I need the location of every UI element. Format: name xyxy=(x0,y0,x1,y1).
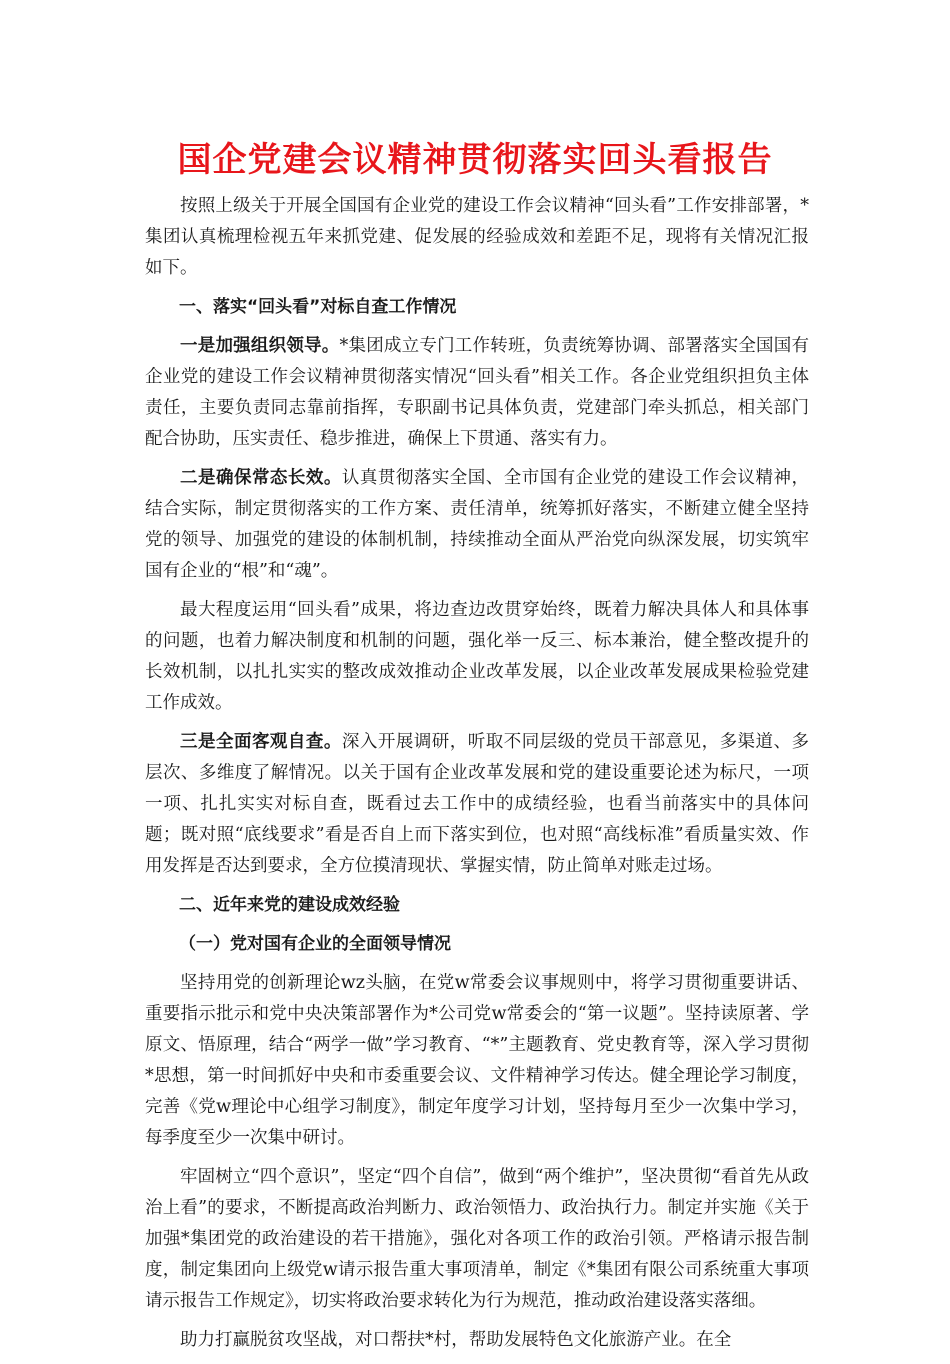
paragraph-long-term xyxy=(145,463,809,587)
subsection-heading-2-1: （一）党对国有企业的全面领导情况 xyxy=(179,934,451,954)
intro-paragraph: 按照上级关于开展全国国有企业党的建设工作会议精神“回头看”工作安排部署，*集团认真梳理检视五年来抓党建、促发展的经验成效和差距不足，现将有关情况汇报如下。 xyxy=(145,196,809,278)
paragraph-lead: 一是加强组织领导。 xyxy=(180,336,340,356)
paragraph-text: 认真贯彻落实全国、全市国有企业党的建设工作会议精神，结合实际，制定贯彻落实的工作方案、责任清单，统筹抓好落实，不断建立健全坚持党的领导、加强党的建设的体制机制，持续推动全面从严治党向纵深发展，切实筑牢国有企业的“根”和“魂”。 xyxy=(145,468,810,581)
paragraph-lead: 二是确保常态长效。 xyxy=(180,468,342,488)
paragraph-political-awareness: 牢固树立“四个意识”，坚定“四个自信”，做到“两个维护”，坚决贯彻“看首先从政治上看”的要求，不断提高政治判断力、政治领悟力、政治执行力。制定并实施《关于加强*集团党的政治建设的若干措施》，强化对各项工作的政治引领。严格请示报告制度，制定集团向上级党w请示报告重大事项清单，制定《*集团有限公司系统重大事项请示报告工作规定》，切实将政治要求转化为行为规范，推动政治建设落实落细。 xyxy=(145,1167,809,1311)
paragraph-lead: 三是全面客观自查。 xyxy=(180,732,342,752)
paragraph-poverty-alleviation: 助力打赢脱贫攻坚战，对口帮扶*村，帮助发展特色文化旅游产业。在全 xyxy=(180,1330,732,1350)
section-heading-1: 一、落实“回头看”对标自查工作情况 xyxy=(179,297,457,317)
section-heading-2: 二、近年来党的建设成效经验 xyxy=(179,895,400,915)
paragraph-theory-study: 坚持用党的创新理论wz头脑，在党w常委会议事规则中，将学习贯彻重要讲话、重要指示批示和党中央决策部署作为*公司党w常委会的“第一议题”。坚持读原著、学原文、悟原理，结合“两学一做”学习教育、“*”主题教育、党史教育等，深入学习贯彻*思想，第一时间抓好中央和市委重要会议、文件精神学习传达。健全理论学习制度，完善《党w理论中心组学习制度》，制定年度学习计划，坚持每月至少一次集中学习，每季度至少一次集中研讨。 xyxy=(145,973,809,1148)
paragraph-text: *集团成立专门工作转班，负责统筹协调、部署落实全国国有企业党的建设工作会议精神贯彻落实情况“回头看”相关工作。各企业党组织担负主体责任，主要负责同志靠前指挥，专职副书记具体负责，党建部门牵头抓总，相关部门配合协助，压实责任、稳步推进，确保上下贯通、落实有力。 xyxy=(145,336,810,449)
paragraph-organization xyxy=(145,331,809,455)
paragraph-self-check xyxy=(145,727,809,882)
paragraph-text: 深入开展调研，听取不同层级的党员干部意见，多渠道、多层次、多维度了解情况。以关于国有企业改革发展和党的建设重要论述为标尺，一项一项、扎扎实实对标自查，既看过去工作中的成绩经验，也看当前落实中的具体问题；既对照“底线要求”看是否自上而下落实到位，也对照“高线标准”看质量实效、作用发挥是否达到要求，全方位摸清现状、掌握实情，防止简单对账走过场。 xyxy=(145,732,810,876)
paragraph-results: 最大程度运用“回头看”成果，将边查边改贯穿始终，既着力解决具体人和具体事的问题，也着力解决制度和机制的问题，强化举一反三、标本兼治，健全整改提升的长效机制，以扎扎实实的整改成效推动企业改革发展，以企业改革发展成果检验党建工作成效。 xyxy=(145,600,809,713)
document-title: 国企党建会议精神贯彻落实回头看报告 xyxy=(177,140,773,180)
document-body xyxy=(145,191,809,1364)
